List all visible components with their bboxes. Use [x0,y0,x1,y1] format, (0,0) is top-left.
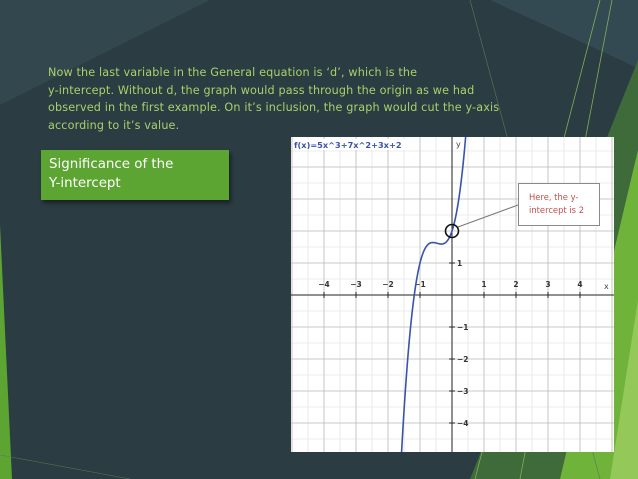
y-tick-label: −2 [457,355,469,364]
decor-shape-left [0,225,12,479]
section-heading-line: Significance of the [49,157,174,172]
callout-box [518,183,600,226]
y-tick-label: 1 [457,259,463,268]
y-tick-label: −3 [457,387,469,396]
y-axis-label: y [456,140,461,149]
x-tick-label: −3 [350,280,362,289]
section-heading-line: Y-intercept [49,176,121,191]
x-tick-label: −4 [318,280,330,289]
x-tick-label: 4 [577,280,583,289]
callout-pointer [458,205,518,227]
callout-line: intercept is 2 [529,205,585,215]
x-tick-label: 1 [481,280,487,289]
paragraph-line: observed in the first example. On it’s inclusion, the graph would cut the y-axis [48,101,500,114]
function-label: f(x)=5x^3+7x^2+3x+2 [294,140,402,150]
x-axis-label: x [604,282,609,291]
x-tick-label: 3 [545,280,551,289]
paragraph-line: y-intercept. Without d, the graph would pass through the origin as we had [48,83,475,97]
decor-shape-top-right [490,0,638,68]
y-tick-label: −4 [457,419,469,428]
paragraph-line: Now the last variable in the General equation is ‘d’, which is the [48,66,418,79]
body-paragraph [48,64,568,134]
x-tick-label: −1 [414,280,426,289]
y-tick-label: −1 [457,323,469,332]
paragraph-line: according to it’s value. [48,118,180,132]
callout-line: Here, the y- [529,192,579,202]
x-tick-label: 2 [513,280,519,289]
decor-line-4 [0,455,130,479]
section-heading-box [41,150,229,200]
x-tick-label: −2 [382,280,394,289]
